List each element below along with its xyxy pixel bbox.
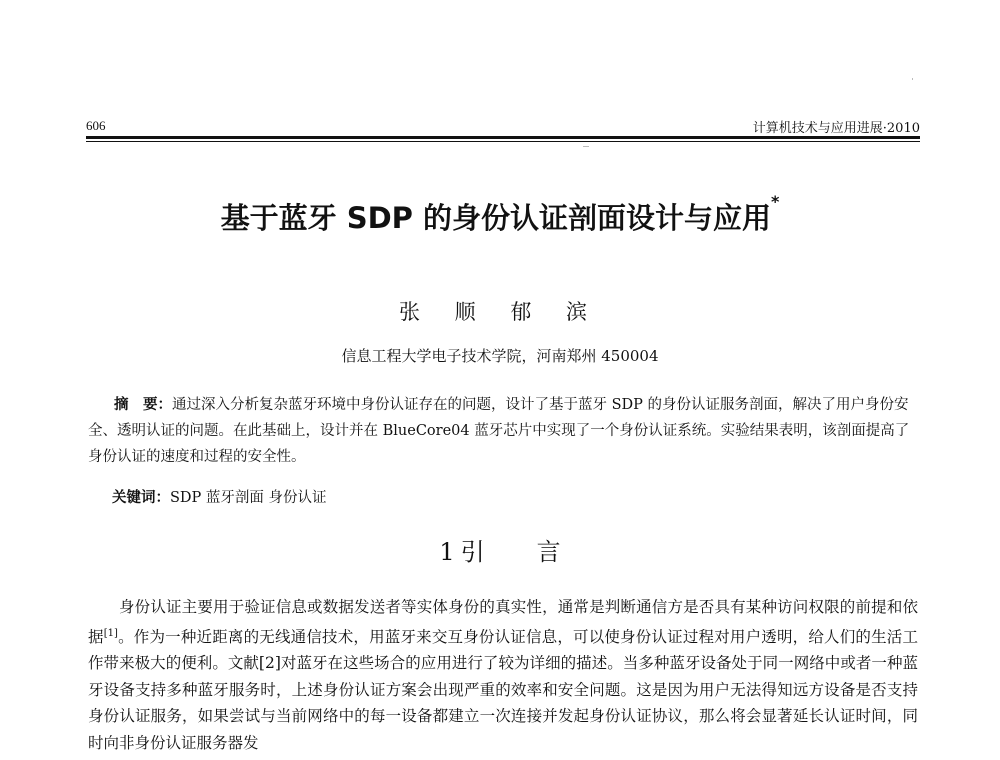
body-text-segment: 。作为一种近距离的无线通信技术，用蓝牙来交互身份认证信息，可以使身份认证过程对用户透明，给人们的生活工作带来极大的便利。文献[2]对蓝牙在这些场合的应用进行了较为详细的描述。当多种蓝牙设备处于同一网络中或者一种蓝牙设备支持多种蓝牙服务时，上述身份认证方案会出现严重的效率和安全问题。这是因为用户无法得知远方设备是否支持身份认证服务，如果尝试与当前网络中的每一设备都建立一次连接并发起身份认证协议，那么将会显著延长认证时间，同时向非身份认证服务器发 xyxy=(88,627,918,752)
section-number: 1 xyxy=(439,538,455,566)
keywords-text: SDP 蓝牙剖面 身份认证 xyxy=(170,490,327,506)
affiliation: 信息工程大学电子技术学院，河南郑州 450004 xyxy=(341,347,659,365)
scan-speck xyxy=(912,78,913,80)
header-rule-thin xyxy=(86,141,920,142)
abstract xyxy=(88,392,918,470)
page-number: 606 xyxy=(86,118,106,133)
title-footnote-mark: * xyxy=(771,192,780,211)
abstract-block xyxy=(88,392,918,470)
body-text xyxy=(88,594,918,756)
running-header: 计算机技术与应用进展·2010 xyxy=(752,121,920,136)
keywords xyxy=(112,486,327,507)
section-title-part1: 引 xyxy=(460,538,485,566)
keywords-label: 关键词： xyxy=(112,489,170,506)
paper-title xyxy=(0,192,1000,237)
abstract-text: 通过深入分析复杂蓝牙环境中身份认证存在的问题，设计了基于蓝牙 SDP 的身份认证服务剖面，解决了用户身份安全、透明认证的问题。在此基础上，设计并在 BlueCore04 蓝牙芯片中实现了一个身份认证系统。实验结果表明，该剖面提高了身份认证的速度和过程的安全性。 xyxy=(88,397,910,465)
body-text-segment: 身份认证主要用于验证信息或数据发送者等实体身份的真实性，通常是判断通信方是否具有某种访问权限的前提和依据 xyxy=(88,598,918,646)
section-title-part2: 言 xyxy=(536,538,561,566)
body-paragraph xyxy=(88,594,918,756)
authors: 张 顺 郁 滨 xyxy=(398,300,602,324)
citation-ref: [1] xyxy=(103,627,118,639)
section-heading xyxy=(0,532,1000,567)
abstract-label: 摘 要： xyxy=(114,396,172,413)
paper-title-text: 基于蓝牙 SDP 的身份认证剖面设计与应用 xyxy=(220,201,772,235)
scan-speck xyxy=(583,146,589,147)
header-rule-thick xyxy=(86,136,920,139)
